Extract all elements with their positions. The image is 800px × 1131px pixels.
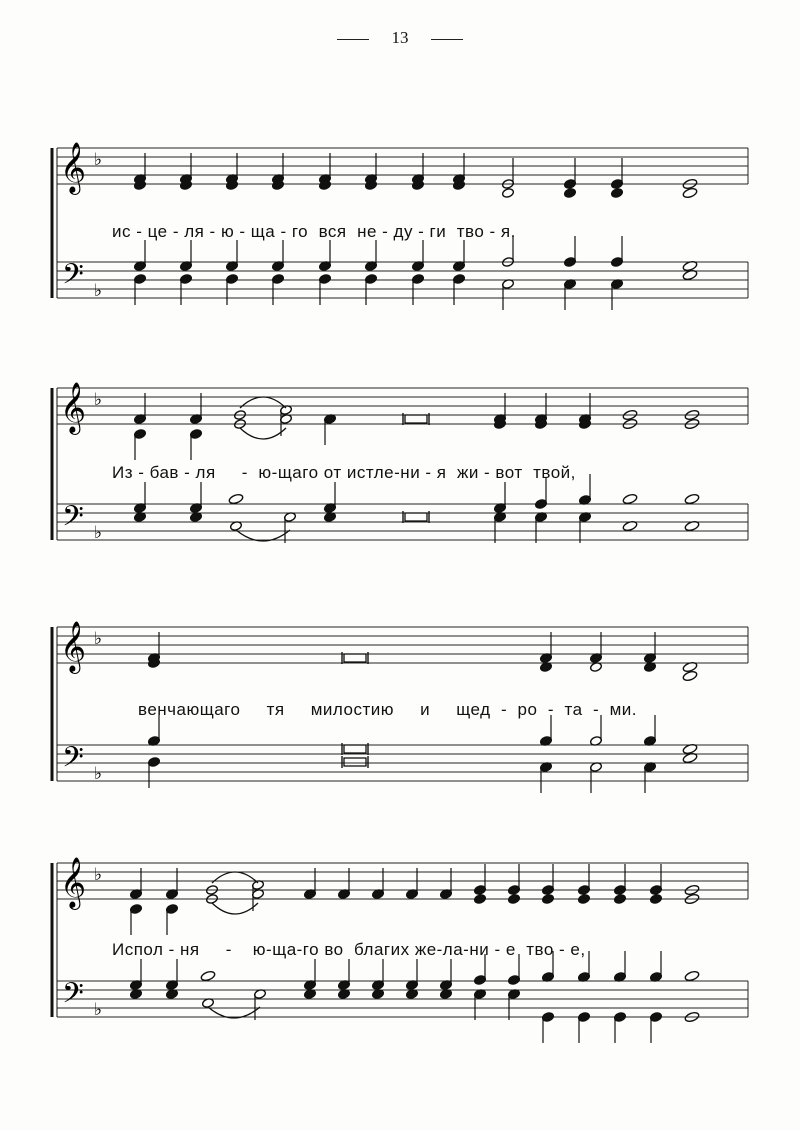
treble-clef-icon: 𝄞 xyxy=(60,382,87,433)
notehead xyxy=(542,894,555,905)
flat-icon: ♭ xyxy=(94,150,103,170)
notehead xyxy=(611,188,624,199)
page-number-dash-right xyxy=(431,39,463,40)
music-system-4 xyxy=(0,853,800,1053)
music-system-1 xyxy=(0,140,800,330)
lyrics-line-1: ис - це - ля - ю - ща - го вся не - ду - ги тво - я. xyxy=(112,222,516,241)
notehead xyxy=(228,493,244,505)
notehead xyxy=(682,670,698,682)
notehead xyxy=(650,894,663,905)
breve-note xyxy=(405,415,427,423)
treble-clef-icon: 𝄞 xyxy=(60,621,87,672)
breve-note xyxy=(344,758,366,766)
treble-clef-icon: 𝄞 xyxy=(60,142,87,193)
music-system-3 xyxy=(0,617,800,807)
notehead xyxy=(684,970,700,982)
music-system-2 xyxy=(0,378,800,568)
notehead xyxy=(684,493,700,505)
tie-slur xyxy=(212,903,258,914)
bass-clef-icon: 𝄢 xyxy=(62,500,84,540)
notehead xyxy=(502,188,515,199)
lyrics-line-4: Испол - ня - ю-ща-го во благих же-ла-ни - е тво - е, xyxy=(112,940,586,959)
bass-clef-icon: 𝄢 xyxy=(62,741,84,781)
flat-icon: ♭ xyxy=(94,865,103,885)
notehead xyxy=(200,970,216,982)
page-number xyxy=(0,28,800,48)
notehead xyxy=(578,894,591,905)
flat-icon: ♭ xyxy=(94,629,103,649)
breve-note xyxy=(405,513,427,521)
page-number-text: 13 xyxy=(391,28,409,47)
flat-icon: ♭ xyxy=(94,281,103,301)
notehead xyxy=(614,894,627,905)
flat-icon: ♭ xyxy=(94,764,103,784)
notehead xyxy=(508,894,521,905)
notehead xyxy=(564,188,577,199)
breve-note xyxy=(344,654,366,662)
notehead xyxy=(682,187,698,199)
bass-clef-icon: 𝄢 xyxy=(62,258,84,298)
flat-icon: ♭ xyxy=(94,523,103,543)
treble-clef-icon: 𝄞 xyxy=(60,857,87,908)
lyrics-line-3: венчающаго тя милостию и щед - ро - та - ми. xyxy=(138,700,638,719)
page-number-dash-left xyxy=(337,39,369,40)
flat-icon: ♭ xyxy=(94,390,103,410)
notehead xyxy=(474,894,487,905)
breve-note xyxy=(344,745,366,753)
lyrics-line-2: Из - бав - ля - ю-щаго от истле-ни - я жи - вот твой, xyxy=(112,463,576,482)
tie-slur xyxy=(208,1007,260,1018)
tie-slur xyxy=(236,530,290,541)
flat-icon: ♭ xyxy=(94,1000,103,1020)
notehead xyxy=(622,493,638,505)
tie-slur xyxy=(240,428,286,439)
bass-clef-icon: 𝄢 xyxy=(62,977,84,1017)
